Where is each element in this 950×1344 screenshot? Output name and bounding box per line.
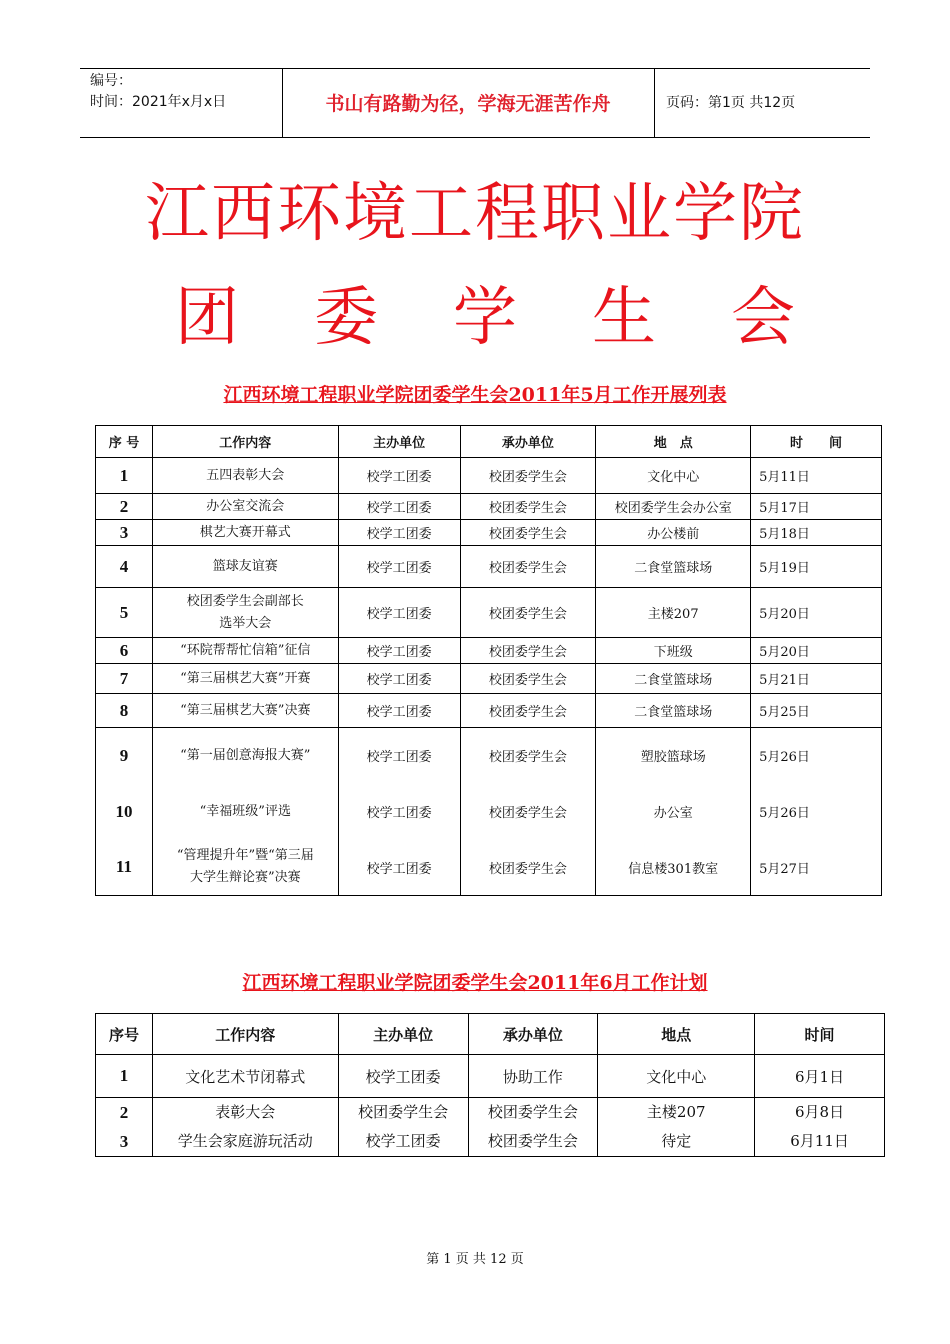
location: 文化中心 bbox=[596, 458, 751, 494]
college-title: 江西环境工程职业学院 bbox=[145, 177, 805, 251]
time-label: 时间：2021年x月x日 bbox=[90, 94, 227, 110]
date: 5月11日 bbox=[751, 458, 882, 494]
column-header: 承办单位 bbox=[460, 426, 596, 458]
table-row bbox=[96, 588, 882, 638]
date-value: 6月11日 bbox=[790, 1132, 849, 1150]
org-title bbox=[175, 278, 795, 358]
page-header bbox=[80, 68, 870, 138]
date: 5月26日 bbox=[751, 728, 882, 784]
work-content: 文化艺术节闭幕式 bbox=[152, 1055, 338, 1098]
column-header: 工作内容 bbox=[152, 1014, 338, 1055]
host-unit: 校学工团委 bbox=[338, 840, 460, 896]
org-title-char: 会 bbox=[731, 281, 795, 355]
table-row bbox=[96, 458, 882, 494]
organizer-unit bbox=[468, 1098, 598, 1157]
may-table-title: 江西环境工程职业学院团委学生会2011年5月工作开展列表 bbox=[223, 384, 727, 406]
row-number: 8 bbox=[96, 694, 153, 728]
date: 5月17日 bbox=[751, 494, 882, 520]
june-plan-table bbox=[95, 1013, 885, 1157]
location: 二食堂篮球场 bbox=[596, 664, 751, 694]
row-number: 1 bbox=[96, 458, 153, 494]
organizer-unit: 校团委学生会 bbox=[460, 638, 596, 664]
host-unit: 校学工团委 bbox=[338, 784, 460, 840]
row-number-value: 2 bbox=[119, 1103, 129, 1122]
work-content-line: 五四表彰大会 bbox=[206, 467, 285, 483]
work-content-line: 选举大会 bbox=[219, 615, 272, 631]
work-content bbox=[152, 638, 338, 664]
column-header: 时间 bbox=[755, 1014, 885, 1055]
host-unit-value: 校团委学生会 bbox=[358, 1103, 449, 1121]
row-number: 4 bbox=[96, 546, 153, 588]
location: 二食堂篮球场 bbox=[596, 694, 751, 728]
table-row bbox=[96, 638, 882, 664]
organizer-unit: 校团委学生会 bbox=[460, 784, 596, 840]
work-content-line: “第一届创意海报大赛” bbox=[180, 747, 311, 763]
work-content bbox=[152, 840, 338, 896]
organizer-unit: 校团委学生会 bbox=[460, 520, 596, 546]
work-content-value: 学生会家庭游玩活动 bbox=[177, 1132, 313, 1150]
organizer-unit: 校团委学生会 bbox=[460, 694, 596, 728]
location: 校团委学生会办公室 bbox=[596, 494, 751, 520]
date-value: 6月8日 bbox=[795, 1103, 845, 1121]
date: 5月26日 bbox=[751, 784, 882, 840]
date: 5月21日 bbox=[751, 664, 882, 694]
organizer-unit: 校团委学生会 bbox=[460, 546, 596, 588]
location: 办公楼前 bbox=[596, 520, 751, 546]
work-content-line: “管理提升年”暨“第三届 bbox=[176, 848, 314, 864]
org-title-char: 团 bbox=[175, 281, 239, 355]
location: 塑胶篮球场 bbox=[596, 728, 751, 784]
column-header: 序 号 bbox=[96, 426, 153, 458]
column-header: 地 点 bbox=[596, 426, 751, 458]
organizer-unit-value: 校团委学生会 bbox=[487, 1103, 578, 1121]
table-row bbox=[96, 1055, 885, 1098]
host-unit: 校学工团委 bbox=[338, 664, 460, 694]
work-content bbox=[152, 588, 338, 638]
table-row bbox=[96, 694, 882, 728]
host-unit: 校学工团委 bbox=[338, 520, 460, 546]
host-unit: 校学工团委 bbox=[338, 694, 460, 728]
header-motto: 书山有路勤为径，学海无涯苦作舟 bbox=[325, 93, 611, 115]
may-work-table bbox=[95, 425, 882, 896]
org-title-char: 委 bbox=[314, 281, 378, 355]
work-content-line: 棋艺大赛开幕式 bbox=[199, 524, 291, 540]
host-unit: 校学工团委 bbox=[338, 1055, 468, 1098]
table-row bbox=[96, 784, 882, 840]
host-unit: 校学工团委 bbox=[338, 458, 460, 494]
table-row bbox=[96, 546, 882, 588]
location-value: 主楼207 bbox=[646, 1103, 706, 1121]
column-header: 地点 bbox=[598, 1014, 755, 1055]
column-header: 主办单位 bbox=[338, 426, 460, 458]
location: 办公室 bbox=[596, 784, 751, 840]
work-content-line: “第三届棋艺大赛”开赛 bbox=[180, 670, 311, 686]
row-number: 11 bbox=[96, 840, 153, 896]
column-header: 承办单位 bbox=[468, 1014, 598, 1055]
organizer-unit: 校团委学生会 bbox=[460, 494, 596, 520]
host-unit-value: 校学工团委 bbox=[365, 1132, 441, 1150]
organizer-unit: 校团委学生会 bbox=[460, 664, 596, 694]
table-row bbox=[96, 494, 882, 520]
row-number: 2 bbox=[96, 494, 153, 520]
host-unit: 校学工团委 bbox=[338, 494, 460, 520]
work-content-line: 办公室交流会 bbox=[206, 498, 285, 514]
header-divider bbox=[654, 69, 655, 137]
row-number: 10 bbox=[96, 784, 153, 840]
location: 下班级 bbox=[596, 638, 751, 664]
date: 5月25日 bbox=[751, 694, 882, 728]
table-row bbox=[96, 1098, 885, 1157]
work-content bbox=[152, 494, 338, 520]
work-content bbox=[152, 1098, 338, 1157]
work-content-line: “环院帮帮忙信箱”征信 bbox=[180, 642, 311, 658]
row-number: 3 bbox=[96, 520, 153, 546]
host-unit bbox=[338, 1098, 468, 1157]
june-table-body bbox=[96, 1055, 885, 1157]
work-content bbox=[152, 458, 338, 494]
date: 6月1日 bbox=[755, 1055, 885, 1098]
date: 5月18日 bbox=[751, 520, 882, 546]
row-number: 7 bbox=[96, 664, 153, 694]
work-content bbox=[152, 728, 338, 784]
location-value: 待定 bbox=[661, 1132, 692, 1150]
date: 5月19日 bbox=[751, 546, 882, 588]
column-header: 主办单位 bbox=[338, 1014, 468, 1055]
organizer-unit: 校团委学生会 bbox=[460, 458, 596, 494]
row-number: 6 bbox=[96, 638, 153, 664]
org-title-char: 生 bbox=[592, 281, 656, 355]
host-unit: 校学工团委 bbox=[338, 638, 460, 664]
organizer-unit-value: 校团委学生会 bbox=[487, 1132, 578, 1150]
work-content bbox=[152, 664, 338, 694]
organizer-unit: 校团委学生会 bbox=[460, 588, 596, 638]
table-header-row bbox=[96, 1014, 885, 1055]
location bbox=[598, 1098, 755, 1157]
table-header-row bbox=[96, 426, 882, 458]
may-table-body bbox=[96, 458, 882, 896]
location: 二食堂篮球场 bbox=[596, 546, 751, 588]
location: 主楼207 bbox=[596, 588, 751, 638]
table-row bbox=[96, 728, 882, 784]
header-page-info: 页码：第1页 共12页 bbox=[666, 95, 796, 111]
row-number: 9 bbox=[96, 728, 153, 784]
row-number-value: 3 bbox=[119, 1132, 129, 1151]
work-content-line: “幸福班级”评选 bbox=[199, 803, 291, 819]
work-content bbox=[152, 694, 338, 728]
host-unit: 校学工团委 bbox=[338, 546, 460, 588]
host-unit: 校学工团委 bbox=[338, 588, 460, 638]
table-row bbox=[96, 520, 882, 546]
column-header: 时 间 bbox=[751, 426, 882, 458]
organizer-unit: 校团委学生会 bbox=[460, 840, 596, 896]
date bbox=[755, 1098, 885, 1157]
host-unit: 校学工团委 bbox=[338, 728, 460, 784]
date: 5月20日 bbox=[751, 638, 882, 664]
organizer-unit: 协助工作 bbox=[468, 1055, 598, 1098]
work-content bbox=[152, 520, 338, 546]
work-content-value: 表彰大会 bbox=[215, 1103, 276, 1121]
organizer-unit: 校团委学生会 bbox=[460, 728, 596, 784]
location: 信息楼301教室 bbox=[596, 840, 751, 896]
header-meta bbox=[90, 71, 226, 113]
row-number: 1 bbox=[96, 1055, 153, 1098]
date: 5月27日 bbox=[751, 840, 882, 896]
work-content-line: 篮球友谊赛 bbox=[212, 558, 278, 574]
table-row bbox=[96, 664, 882, 694]
work-content-line: 大学生辩论赛”决赛 bbox=[189, 870, 301, 886]
column-header: 序号 bbox=[96, 1014, 153, 1055]
page-footer: 第 1 页 共 12 页 bbox=[426, 1252, 524, 1267]
org-title-char: 学 bbox=[453, 281, 517, 355]
row-number bbox=[96, 1098, 153, 1157]
row-number: 5 bbox=[96, 588, 153, 638]
column-header: 工作内容 bbox=[152, 426, 338, 458]
work-content-line: “第三届棋艺大赛”决赛 bbox=[180, 702, 311, 718]
location: 文化中心 bbox=[598, 1055, 755, 1098]
number-label: 编号： bbox=[90, 73, 132, 89]
date: 5月20日 bbox=[751, 588, 882, 638]
june-table-title: 江西环境工程职业学院团委学生会2011年6月工作计划 bbox=[242, 972, 708, 994]
work-content-line: 校团委学生会副部长 bbox=[186, 593, 304, 609]
work-content bbox=[152, 546, 338, 588]
table-row bbox=[96, 840, 882, 896]
work-content bbox=[152, 784, 338, 840]
